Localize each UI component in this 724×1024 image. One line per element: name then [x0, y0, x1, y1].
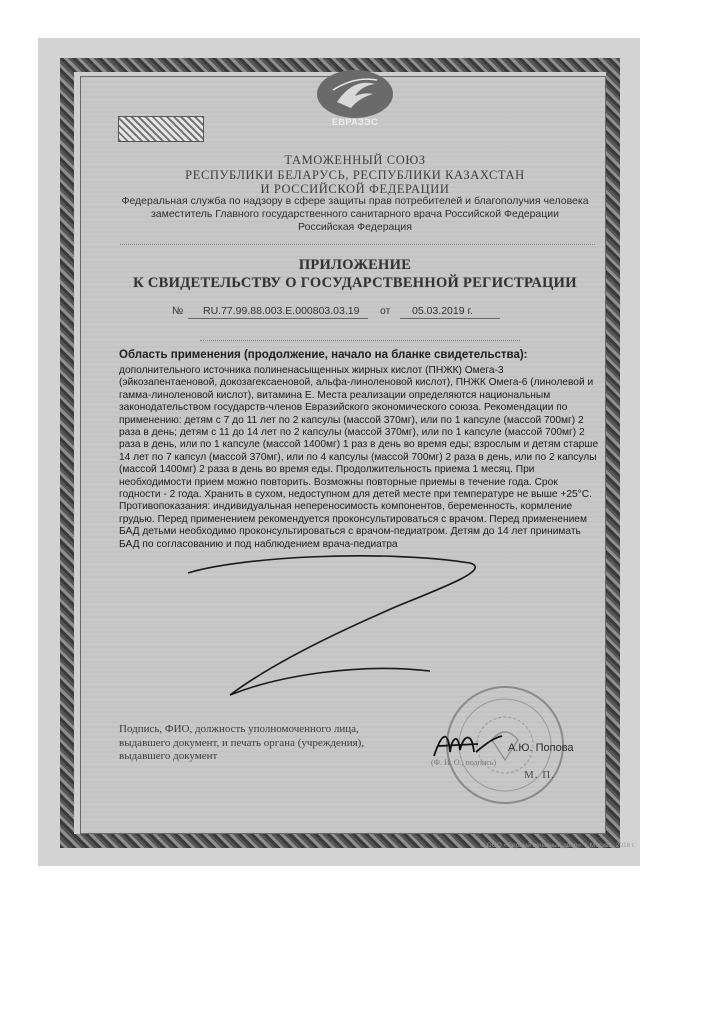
registration-date: 05.03.2019 г.: [412, 305, 473, 317]
scope-text: дополнительного источника полиненасыщенных жирных кислот (ПНЖК) Омега-3 (эйкозапентаеновой, докозагексаеновой, альфа-линоленовой кислот), ПНЖК Омега-6 (линолевой и гамма-линоленовой кислот), витамина Е. Места реализации определяются национальным законодательством государств-членов Евразийского экономического союза. Рекомендации по применению: детям с 7 до 11 лет по 2 капсулы (массой 370мг), или по 1 капсуле (массой 700мг) 2 раза в день; детям с 11 до 14 лет по 2 капсулы (массой 370мг), или по 1 капсуле (массой 700мг) 2 раза в день, или по 1 капсуле (массой 1400мг) 1 раз в день во время еды; взрослым и детям старше 14 лет по 7 капсул (массой 370мг), или по 4 капсулы (массой 700мг) 2 раза в день, или по 2 капсулы (массой 1400мг) 2 раза в день во время еды. Продолжительность приема 1 месяц. При необходимости прием можно повторить. Возможны повторные приемы в течение года. Срок годности - 2 года. Хранить в сухом, недоступном для детей месте при температуре не выше +25°С. Противопоказания: индивидуальная непереносимость компонентов, беременность, кормление грудью. Перед применением рекомендуется проконсультироваться с врачом. Перед применением БАД детьми необходимо проконсультироваться с врачом-педиатром. Детям до 14 лет принимать БАД по согласованию и под наблюдением врача-педиатра: [119, 365, 599, 550]
signature-field-label: Подпись, ФИО, должность уполномоченного лица, выдавшего документ, и печать органа (учреждения), выдавшего документ: [119, 723, 365, 762]
registration-number: RU.77.99.88.003.Е.000803.03.19: [203, 305, 360, 317]
official-position: заместитель Главного государственного санитарного врача Российской Федерации: [150, 208, 560, 220]
country-name: Российская Федерация: [298, 221, 412, 233]
document-title: ПРИЛОЖЕНИЕ: [298, 257, 412, 273]
security-ornament: [118, 116, 204, 142]
number-label: №: [172, 305, 184, 317]
authority-rule: [120, 244, 595, 245]
agency-name: Федеральная служба по надзору в сфере защиты прав потребителей и благополучия человека: [121, 195, 589, 207]
header-countries: РЕСПУБЛИКИ БЕЛАРУСЬ, РЕСПУБЛИКИ КАЗАХСТАН: [185, 168, 525, 182]
emblem-caption: ЕВРАЗЭС: [331, 117, 379, 127]
document-subtitle: К СВИДЕТЕЛЬСТВУ О ГОСУДАРСТВЕННОЙ РЕГИСТРАЦИИ: [133, 275, 577, 291]
fio-caption: (Ф. И. О., подпись): [431, 758, 497, 767]
date-label: от: [380, 305, 391, 317]
stamp-place-label: М. П.: [524, 769, 555, 781]
printer-footer: © ООО «Первый печатный двор», г. Москва, 2018 г.: [480, 842, 636, 849]
header-union: ТАМОЖЕННЫЙ СОЮЗ: [284, 153, 426, 167]
scope-heading: Область применения (продолжение, начало на бланке свидетельства):: [119, 349, 528, 361]
signatory-name: А.Ю. Попова: [508, 742, 574, 754]
date-underline: [400, 318, 500, 319]
number-underline: [188, 318, 368, 319]
blank-rule: [200, 340, 520, 341]
header-russia: И РОССИЙСКОЙ ФЕДЕРАЦИИ: [260, 182, 450, 196]
